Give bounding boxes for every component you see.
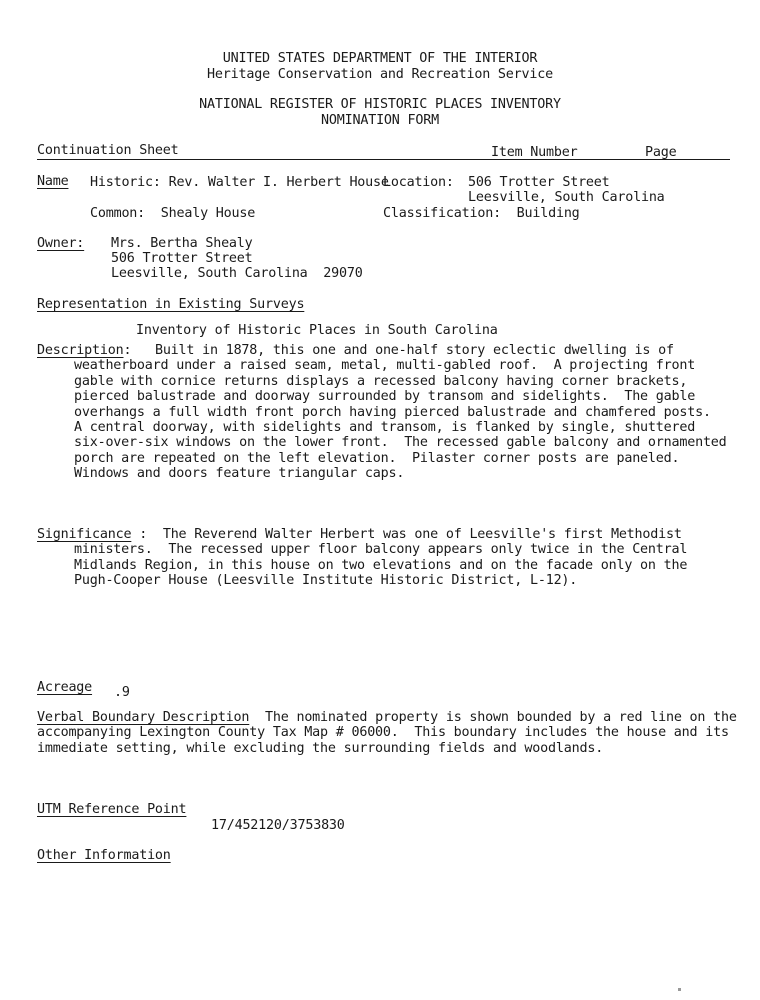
boundary-line: The nominated property is shown bounded by a red line on the xyxy=(265,710,737,725)
representation-text: Inventory of Historic Places in South Carolina xyxy=(136,323,498,338)
boundary-line: immediate setting, while excluding the surrounding fields and woodlands. xyxy=(37,740,604,756)
header-register: NATIONAL REGISTER OF HISTORIC PLACES INVENTORY xyxy=(199,97,561,112)
owner-line-2: 506 Trotter Street xyxy=(111,251,253,266)
name-label: Name xyxy=(37,174,69,189)
header-form-title: NOMINATION FORM xyxy=(321,113,439,128)
scan-speck xyxy=(678,988,681,991)
description-line: pierced balustrade and doorway surrounded by transom and sidelights. The gable xyxy=(74,389,696,405)
description-line: Built in 1878, this one and one-half story eclectic dwelling is of xyxy=(154,343,674,358)
description-line: overhangs a full width front porch having pierced balustrade and chamfered posts. xyxy=(74,404,711,420)
boundary-section xyxy=(37,710,737,756)
common-name: Common: Shealy House xyxy=(90,206,256,221)
utm-label: UTM Reference Point xyxy=(37,802,187,817)
description-colon: : xyxy=(123,343,132,358)
description-line: gable with cornice returns displays a recessed balcony having corner brackets, xyxy=(74,373,688,389)
significance-line: ministers. The recessed upper floor balcony appears only twice in the Central xyxy=(74,542,688,558)
significance-label: Significance xyxy=(37,527,132,542)
header-rule xyxy=(37,159,730,160)
page-label: Page xyxy=(645,145,677,160)
owner-line-1: Mrs. Bertha Shealy xyxy=(111,236,253,251)
boundary-label: Verbal Boundary Description xyxy=(37,710,250,725)
description-section xyxy=(37,343,737,482)
description-line: Windows and doors feature triangular caps. xyxy=(74,466,405,482)
utm-value: 17/452120/3753830 xyxy=(211,818,345,833)
significance-line: Midlands Region, in this house on two elevations and on the facade only on the xyxy=(74,557,688,573)
description-line: six-over-six windows on the lower front. The recessed gable balcony and ornamented xyxy=(74,435,727,451)
description-line: weatherboard under a raised seam, metal, multi-gabled roof. A projecting front xyxy=(74,358,696,374)
location-line-1: 506 Trotter Street xyxy=(468,175,610,190)
header-agency: UNITED STATES DEPARTMENT OF THE INTERIOR xyxy=(222,51,538,66)
boundary-line: accompanying Lexington County Tax Map # 06000. This boundary includes the house and its xyxy=(37,725,729,741)
continuation-sheet-label: Continuation Sheet xyxy=(37,143,179,158)
significance-line: The Reverend Walter Herbert was one of Leesville's first Methodist xyxy=(162,527,682,542)
description-line: A central doorway, with sidelights and transom, is flanked by single, shuttered xyxy=(74,420,696,436)
item-number-label: Item Number xyxy=(491,145,578,160)
significance-colon: : xyxy=(139,527,148,542)
classification: Classification: Building xyxy=(383,206,580,221)
other-information-label: Other Information xyxy=(37,848,171,863)
significance-section xyxy=(37,527,737,589)
description-label: Description xyxy=(37,343,124,358)
significance-line: Pugh-Cooper House (Leesville Institute Historic District, L-12). xyxy=(74,573,578,589)
owner-line-3: Leesville, South Carolina 29070 xyxy=(111,266,363,281)
location-label: Location: xyxy=(383,175,454,190)
header-service: Heritage Conservation and Recreation Service xyxy=(207,67,553,82)
acreage-label: Acreage xyxy=(37,680,93,695)
description-line: porch are repeated on the left elevation. Pilaster corner posts are paneled. xyxy=(74,450,680,466)
location-line-2: Leesville, South Carolina xyxy=(468,190,665,205)
representation-label: Representation in Existing Surveys xyxy=(37,297,305,312)
acreage-value: .9 xyxy=(114,685,130,700)
owner-label: Owner: xyxy=(37,236,85,251)
historic-name: Historic: Rev. Walter I. Herbert House xyxy=(90,175,389,190)
